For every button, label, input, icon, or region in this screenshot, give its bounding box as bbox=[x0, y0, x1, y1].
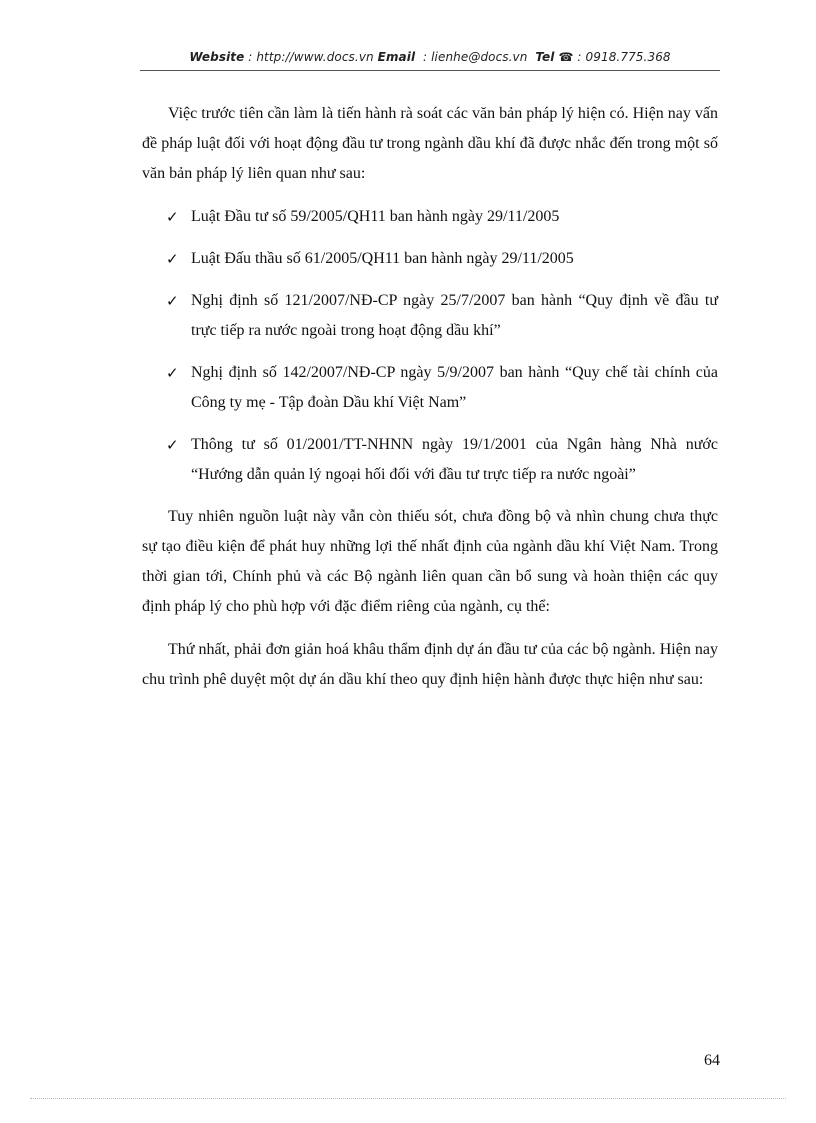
checkmark-icon: ✓ bbox=[166, 250, 179, 268]
page-bottom-border bbox=[30, 1098, 786, 1099]
page-content bbox=[142, 99, 718, 695]
checkmark-icon: ✓ bbox=[166, 208, 179, 226]
header-divider bbox=[140, 70, 720, 71]
list-item-text: Nghị định số 121/2007/NĐ-CP ngày 25/7/2007 ban hành “Quy định về đầu tư trực tiếp ra nước ngoài trong hoạt động dầu khí” bbox=[191, 292, 718, 339]
phone-icon: ☎ bbox=[558, 50, 574, 64]
list-item bbox=[142, 358, 718, 418]
page-header bbox=[140, 50, 720, 64]
body-paragraph-2: Tuy nhiên nguồn luật này vẫn còn thiếu sót, chưa đồng bộ và nhìn chung chưa thực sự tạo điều kiện để phát huy những lợi thế nhất định của ngành dầu khí Việt Nam. Trong thời gian tới, Chính phủ và các Bộ ngành liên quan cần bổ sung và hoàn thiện các quy định pháp lý cho phù hợp với đặc điểm riêng của ngành, cụ thể: bbox=[142, 508, 718, 615]
website-separator: : bbox=[244, 50, 257, 64]
email-address[interactable]: lienhe@docs.vn bbox=[431, 50, 528, 64]
tel-number: 0918.775.368 bbox=[585, 50, 671, 64]
list-item-text: Thông tư số 01/2001/TT-NHNN ngày 19/1/2001 của Ngân hàng Nhà nước “Hướng dẫn quản lý ngoại hối đối với đầu tư trực tiếp ra nước ngoài” bbox=[191, 436, 718, 483]
checkmark-icon: ✓ bbox=[166, 364, 179, 382]
tel-separator: : bbox=[573, 50, 586, 64]
website-url[interactable]: http://www.docs.vn bbox=[256, 50, 374, 64]
body-paragraph-3: Thứ nhất, phải đơn giản hoá khâu thẩm định dự án đầu tư của các bộ ngành. Hiện nay chu trình phê duyệt một dự án dầu khí theo quy định hiện hành được thực hiện như sau: bbox=[142, 641, 718, 688]
tel-label: Tel bbox=[535, 50, 555, 64]
checkmark-icon: ✓ bbox=[166, 292, 179, 310]
list-item-text: Luật Đầu tư số 59/2005/QH11 ban hành ngày 29/11/2005 bbox=[191, 208, 560, 225]
list-item bbox=[142, 202, 718, 232]
website-label: Website bbox=[189, 50, 245, 64]
page-number: 64 bbox=[704, 1052, 720, 1069]
list-item bbox=[142, 244, 718, 274]
email-label: Email bbox=[377, 50, 416, 64]
email-separator: : bbox=[419, 50, 432, 64]
checkmark-icon: ✓ bbox=[166, 436, 179, 454]
list-item bbox=[142, 430, 718, 490]
list-item bbox=[142, 286, 718, 346]
list-item-text: Luật Đấu thầu số 61/2005/QH11 ban hành ngày 29/11/2005 bbox=[191, 250, 574, 267]
legal-documents-list bbox=[142, 202, 718, 490]
list-item-text: Nghị định số 142/2007/NĐ-CP ngày 5/9/2007 ban hành “Quy chế tài chính của Công ty mẹ - Tập đoàn Dầu khí Việt Nam” bbox=[191, 364, 718, 411]
intro-paragraph: Việc trước tiên cần làm là tiến hành rà soát các văn bản pháp lý hiện có. Hiện nay vấn đề pháp luật đối với hoạt động đầu tư trong ngành dầu khí đã được nhắc đến trong một số văn bản pháp lý liên quan như sau: bbox=[142, 105, 718, 182]
